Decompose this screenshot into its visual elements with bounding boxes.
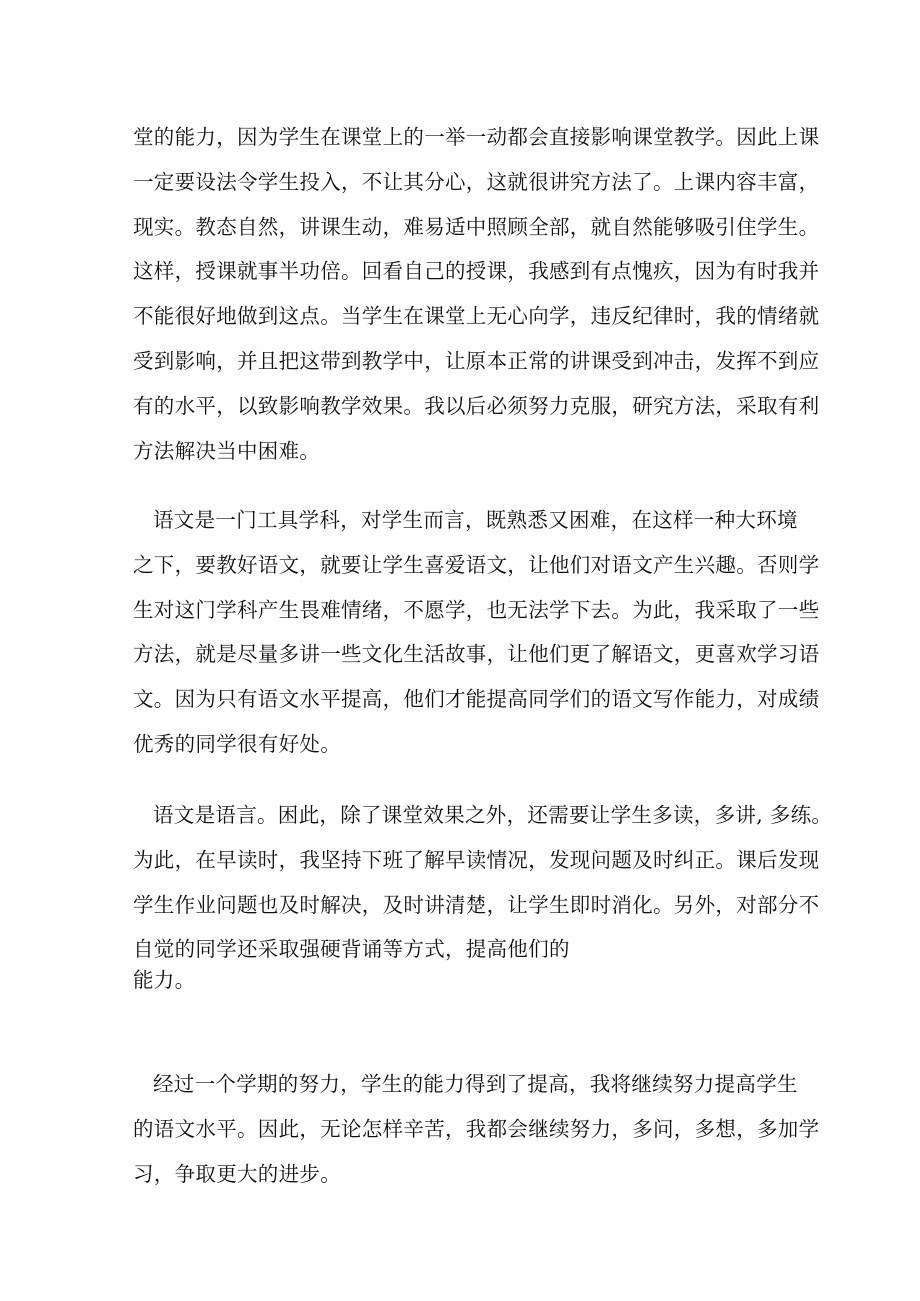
paragraph-4 (133, 969, 793, 1013)
text-line: 方法，就是尽量多讲一些文化生活故事，让他们更了解语文，更喜欢学习语 (133, 642, 820, 667)
text-line: 能力。 (133, 968, 196, 992)
text-line: 不能很好地做到这点。当学生在课堂上无心向学，违反纪律时，我的情绪就 (133, 304, 820, 329)
text-line: 优秀的同学很有好处。 (133, 731, 341, 756)
text-line: 一定要设法令学生投入，不让其分心，这就很讲究方法了。上课内容丰富， (133, 169, 820, 194)
text-line: 文。因为只有语文水平提高，他们才能提高同学们的语文写作能力，对成绩 (133, 687, 820, 712)
text-line: 自觉的同学还采取强硬背诵等方式，提高他们的 (133, 937, 570, 962)
text-line: 学生作业问题也及时解决，及时讲清楚，让学生即时消化。另外，对部分不 (133, 892, 820, 917)
text-line: 现实。教态自然，讲课生动，难易适中照顾全部，就自然能够吸引住学生。 (133, 214, 820, 239)
text-line: 受到影响，并且把这带到教学中，让原本正常的讲课受到冲击，发挥不到应 (133, 348, 820, 373)
text-line: 为此，在早读时，我坚持下班了解早读情况，发现问题及时纠正。课后发现 (133, 847, 820, 872)
text-line: 有的水平，以致影响教学效果。我以后必须努力克服，研究方法，采取有利 (133, 393, 820, 418)
paragraph-5 (133, 1062, 820, 1196)
paragraph-1 (133, 115, 820, 473)
text-line: 之下，要教好语文，就要让学生喜爱语文，让他们对语文产生兴趣。否则学 (133, 552, 820, 577)
text-line: 语文是一门工具学科，对学生而言，既熟悉又困难，在这样一种大环境 (153, 508, 798, 532)
text-line: 经过一个学期的努力，学生的能力得到了提高，我将继续努力提高学生 (153, 1072, 798, 1096)
text-line: 这样，授课就事半功倍。回看自己的授课，我感到有点愧疚，因为有时我并 (133, 259, 820, 284)
text-line: 堂的能力，因为学生在课堂上的一举一动都会直接影响课堂教学。因此上课 (133, 125, 820, 149)
text-line: 语文是语言。困此，除了课堂效果之外，还需要让学生多读，多讲, 多练。 (153, 803, 833, 827)
text-line: 生对这门学科产生畏难情绪，不愿学，也无法学下去。为此，我采取了一些 (133, 597, 820, 622)
paragraph-2 (133, 498, 820, 767)
text-line: 方法解决当中困难。 (133, 438, 321, 463)
text-line: 的语文水平。因此，无论怎样辛苦，我都会继续努力，多问，多想，多加学 (133, 1116, 820, 1141)
paragraph-3 (133, 793, 833, 972)
text-line: 习，争取更大的进步。 (133, 1161, 341, 1186)
